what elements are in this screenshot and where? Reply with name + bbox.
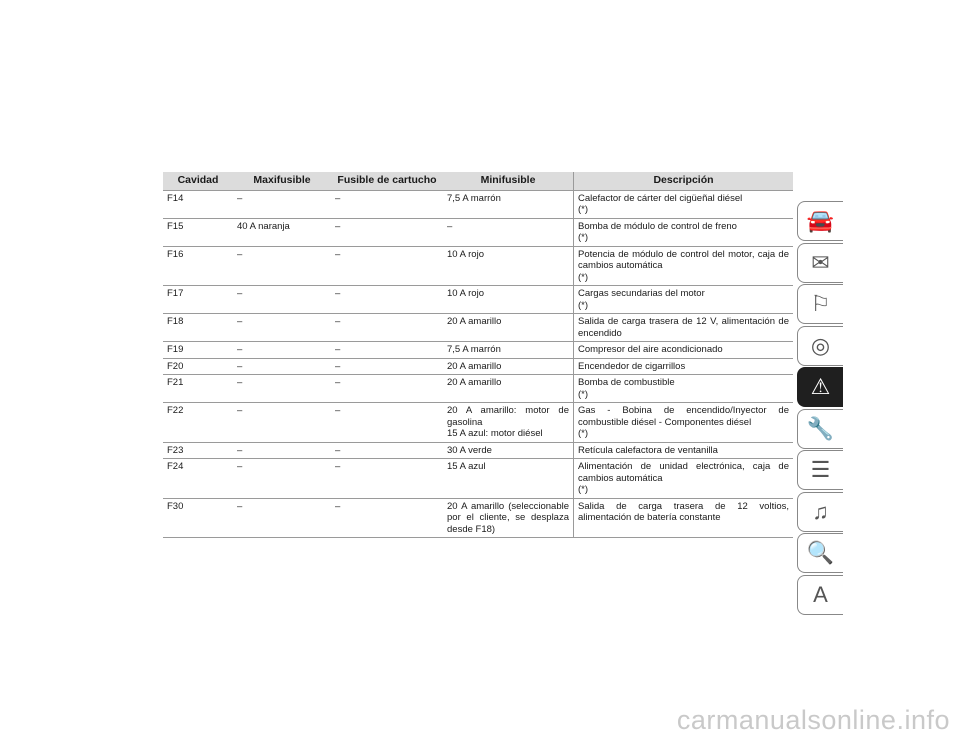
cell-mini-fuse — [443, 246, 574, 286]
cell-maxi-fuse: – — [233, 358, 331, 375]
cell-cartridge-fuse: – — [331, 498, 443, 538]
table-row — [163, 286, 793, 314]
table-row — [163, 442, 793, 459]
language-index-icon: A — [813, 581, 828, 607]
table-row — [163, 342, 793, 359]
table-row — [163, 358, 793, 375]
cell-maxi-fuse: – — [233, 442, 331, 459]
cell-description — [574, 459, 794, 499]
cell-mini-fuse — [443, 442, 574, 459]
cell-mini-fuse — [443, 358, 574, 375]
chapter-tabs — [797, 201, 843, 616]
description-line: Gas - Bobina de encendido/Inyector de combustible diésel - Componentes diésel — [578, 405, 789, 428]
table-header-row — [163, 172, 793, 190]
mini-fuse-line: – — [447, 220, 453, 232]
mini-fuse-line: 15 A azul — [447, 461, 486, 472]
cell-mini-fuse — [443, 314, 574, 342]
chapter-tab[interactable] — [797, 326, 843, 366]
roadside-emergency-icon: ⚠ — [810, 374, 831, 399]
mini-fuse-line: 10 A rojo — [447, 288, 484, 299]
table-body — [163, 190, 793, 538]
search-icon: 🔍 — [806, 540, 835, 565]
cell-description — [574, 403, 794, 443]
header-description: Descripción — [574, 172, 794, 190]
cell-maxi-fuse: – — [233, 498, 331, 538]
chapter-tab[interactable] — [797, 367, 843, 407]
cell-cavity: F22 — [163, 403, 233, 443]
cell-description — [574, 246, 794, 286]
cell-mini-fuse — [443, 403, 574, 443]
chapter-tab[interactable] — [797, 575, 843, 615]
mini-fuse-line: 7,5 A marrón — [447, 192, 501, 204]
cell-mini-fuse — [443, 218, 574, 246]
table-row — [163, 246, 793, 286]
cell-cavity: F24 — [163, 459, 233, 499]
fuse-table — [163, 172, 793, 538]
cell-mini-fuse — [443, 190, 574, 218]
cell-mini-fuse — [443, 286, 574, 314]
cell-cartridge-fuse: – — [331, 190, 443, 218]
cell-cavity: F30 — [163, 498, 233, 538]
cell-cavity: F18 — [163, 314, 233, 342]
mini-fuse-line: 20 A amarillo (seleccionable por el cliente, se desplaza desde F18) — [447, 500, 569, 535]
cell-cartridge-fuse: – — [331, 314, 443, 342]
cell-cavity: F20 — [163, 358, 233, 375]
car-info-icon: 🚘 — [806, 208, 835, 233]
cell-description — [574, 286, 794, 314]
mini-fuse-line: 30 A verde — [447, 444, 492, 456]
cell-maxi-fuse: – — [233, 246, 331, 286]
description-line: Salida de carga trasera de 12 V, alimentación de encendido — [578, 316, 789, 339]
header-cavity: Cavidad — [163, 172, 233, 190]
chapter-tab[interactable] — [797, 492, 843, 532]
table-row — [163, 218, 793, 246]
cell-cartridge-fuse: – — [331, 358, 443, 375]
mini-fuse-line: 20 A amarillo — [447, 360, 502, 372]
cell-description — [574, 442, 794, 459]
seat-belt-icon: ⚐ — [810, 291, 831, 316]
cell-mini-fuse — [443, 375, 574, 403]
cell-maxi-fuse: – — [233, 286, 331, 314]
cell-description — [574, 358, 794, 375]
description-line: (*) — [578, 428, 589, 439]
description-line: (*) — [578, 299, 589, 311]
chapter-tab[interactable] — [797, 409, 843, 449]
cell-cavity: F16 — [163, 246, 233, 286]
description-line: (*) — [578, 232, 589, 243]
cell-mini-fuse — [443, 459, 574, 499]
description-line: (*) — [578, 204, 589, 215]
cell-cartridge-fuse: – — [331, 442, 443, 459]
cell-mini-fuse — [443, 342, 574, 359]
specifications-icon: ☰ — [810, 457, 831, 482]
mini-fuse-line: 20 A amarillo — [447, 377, 502, 388]
table-row — [163, 498, 793, 538]
description-line: (*) — [578, 388, 589, 400]
table-row — [163, 375, 793, 403]
cell-cavity: F15 — [163, 218, 233, 246]
description-line: Retícula calefactora de ventanilla — [578, 444, 718, 456]
table-row — [163, 314, 793, 342]
header-maxi-fuse: Maxifusible — [233, 172, 331, 190]
steering-wheel-icon: ◎ — [810, 332, 831, 358]
table-row — [163, 403, 793, 443]
table-row — [163, 190, 793, 218]
cell-description — [574, 218, 794, 246]
description-line: Potencia de módulo de control del motor, caja de cambios automática — [578, 248, 789, 271]
mini-fuse-line: 7,5 A marrón — [447, 344, 501, 355]
mini-fuse-line: 20 A amarillo: motor de gasolina — [447, 405, 569, 428]
chapter-tab[interactable] — [797, 284, 843, 324]
cell-cavity: F14 — [163, 190, 233, 218]
cell-cavity: F17 — [163, 286, 233, 314]
cell-maxi-fuse: – — [233, 342, 331, 359]
cell-cavity: F23 — [163, 442, 233, 459]
cell-description — [574, 498, 794, 538]
cell-cavity: F21 — [163, 375, 233, 403]
description-line: Encendedor de cigarrillos — [578, 360, 686, 372]
chapter-tab[interactable] — [797, 533, 843, 573]
chapter-tab[interactable] — [797, 450, 843, 490]
cell-cavity: F19 — [163, 342, 233, 359]
description-line: Salida de carga trasera de 12 voltios, alimentación de batería constante — [578, 500, 789, 523]
cell-description — [574, 342, 794, 359]
cell-maxi-fuse: – — [233, 190, 331, 218]
header-cartridge-fuse: Fusible de cartucho — [331, 172, 443, 190]
cell-maxi-fuse: – — [233, 459, 331, 499]
description-line: Bomba de combustible — [578, 377, 675, 388]
chapter-tab[interactable] — [797, 201, 843, 241]
watermark: carmanualsonline.info — [676, 705, 950, 735]
cell-cartridge-fuse: – — [331, 342, 443, 359]
table-row — [163, 459, 793, 499]
cell-cartridge-fuse: – — [331, 403, 443, 443]
description-line: Compresor del aire acondicionado — [578, 344, 723, 355]
description-line: (*) — [578, 484, 589, 495]
multimedia-icon: ♫ — [812, 498, 829, 524]
mini-fuse-line: 10 A rojo — [447, 248, 484, 260]
cell-cartridge-fuse: – — [331, 375, 443, 403]
cell-maxi-fuse: – — [233, 403, 331, 443]
cell-description — [574, 314, 794, 342]
car-service-icon: 🔧 — [806, 415, 835, 441]
description-line: Calefactor de cárter del cigüeñal diésel — [578, 192, 743, 204]
cell-maxi-fuse: – — [233, 375, 331, 403]
cell-maxi-fuse: 40 A naranja — [233, 218, 331, 246]
description-line: Alimentación de unidad electrónica, caja de cambios automática — [578, 461, 789, 484]
cell-description — [574, 190, 794, 218]
mini-fuse-line: 20 A amarillo — [447, 316, 502, 327]
cell-maxi-fuse: – — [233, 314, 331, 342]
cell-cartridge-fuse: – — [331, 286, 443, 314]
cell-description — [574, 375, 794, 403]
cell-mini-fuse — [443, 498, 574, 538]
car-mail-icon: ✉ — [811, 249, 830, 275]
description-line: Bomba de módulo de control de freno — [578, 220, 737, 232]
chapter-tab[interactable] — [797, 243, 843, 283]
cell-cartridge-fuse: – — [331, 246, 443, 286]
cell-cartridge-fuse: – — [331, 459, 443, 499]
mini-fuse-line: 15 A azul: motor diésel — [447, 428, 543, 439]
header-mini-fuse: Minifusible — [443, 172, 574, 190]
description-line: Cargas secundarias del motor — [578, 288, 705, 299]
description-line: (*) — [578, 271, 589, 283]
cell-cartridge-fuse: – — [331, 218, 443, 246]
